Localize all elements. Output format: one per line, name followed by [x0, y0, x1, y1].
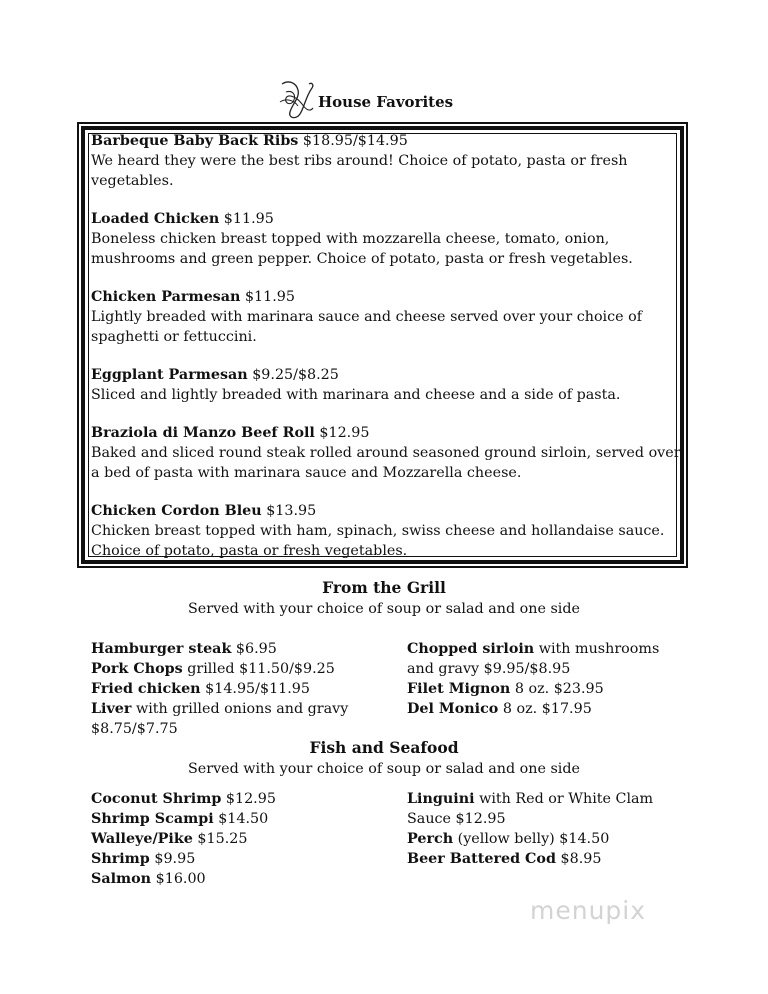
item-detail: $14.50 [218, 811, 269, 827]
item-name: Braziola di Manzo Beef Roll [91, 425, 315, 441]
list-item [407, 849, 653, 869]
house-favorites-header [276, 78, 453, 122]
menu-item [91, 287, 683, 347]
item-detail: $15.25 [197, 831, 248, 847]
item-detail: (yellow belly) $14.50 [457, 831, 610, 847]
item-price: $12.95 [319, 425, 370, 441]
item-name: Shrimp [91, 851, 150, 867]
item-description: Sliced and lightly breaded with marinara and cheese and a side of pasta. [91, 387, 621, 403]
grill-left-column [91, 639, 348, 739]
item-detail: $6.95 [235, 641, 277, 657]
item-detail: 8 oz. $23.95 [514, 681, 604, 697]
item-name: Filet Mignon [407, 681, 511, 697]
menu-item [91, 501, 683, 561]
grill-title: From the Grill [322, 578, 446, 597]
item-price: $9.25/$8.25 [252, 367, 339, 383]
list-item [91, 869, 276, 889]
item-detail: and gravy $9.95/$8.95 [407, 661, 571, 677]
favorites-list [91, 131, 683, 579]
grill-right-column [407, 639, 659, 719]
seafood-right-column [407, 789, 653, 869]
menu-item [91, 209, 683, 269]
item-name: Del Monico [407, 701, 499, 717]
item-name: Salmon [91, 871, 152, 887]
house-favorites-title: House Favorites [318, 93, 454, 111]
item-description: Baked and sliced round steak rolled around seasoned ground sirloin, served over a bed of pasta with marinara sauce and Mozzarella cheese. [91, 445, 681, 481]
list-item [407, 829, 653, 849]
item-detail: $14.95/$11.95 [205, 681, 310, 697]
item-detail: 8 oz. $17.95 [502, 701, 592, 717]
item-detail: with Red or White Clam [479, 791, 654, 807]
list-item [91, 719, 348, 739]
menu-item [91, 131, 683, 191]
item-detail: grilled $11.50/$9.25 [187, 661, 335, 677]
menu-item [91, 423, 683, 483]
item-name: Beer Battered Cod [407, 851, 556, 867]
item-name: Linguini [407, 791, 475, 807]
item-name: Fried chicken [91, 681, 201, 697]
item-price: $18.95/$14.95 [302, 133, 408, 149]
seafood-left-column [91, 789, 276, 889]
ornament-icon [276, 78, 316, 122]
list-item [407, 789, 653, 809]
item-detail: $8.75/$7.75 [91, 721, 178, 737]
item-price: $11.95 [223, 211, 274, 227]
list-item [91, 789, 276, 809]
item-name: Loaded Chicken [91, 211, 220, 227]
list-item [91, 679, 348, 699]
item-name: Pork Chops [91, 661, 183, 677]
item-detail: with grilled onions and gravy [135, 701, 349, 717]
list-item [91, 639, 348, 659]
item-detail: Sauce $12.95 [407, 811, 506, 827]
item-description: Boneless chicken breast topped with mozzarella cheese, tomato, onion, mushrooms and green pepper. Choice of potato, pasta or fresh vegetables. [91, 231, 633, 267]
item-name: Shrimp Scampi [91, 811, 214, 827]
item-price: $13.95 [266, 503, 317, 519]
grill-subtitle: Served with your choice of soup or salad and one side [187, 601, 580, 617]
item-name: Hamburger steak [91, 641, 232, 657]
item-name: Chopped sirloin [407, 641, 535, 657]
list-item [407, 679, 659, 699]
item-name: Coconut Shrimp [91, 791, 222, 807]
list-item [91, 849, 276, 869]
item-name: Liver [91, 701, 132, 717]
item-name: Eggplant Parmesan [91, 367, 248, 383]
item-detail: with mushrooms [538, 641, 660, 657]
list-item [407, 699, 659, 719]
list-item [91, 809, 276, 829]
item-description: Chicken breast topped with ham, spinach, swiss cheese and hollandaise sauce. Choice of potato, pasta or fresh vegetables. [91, 523, 665, 559]
watermark: menupix [530, 896, 647, 925]
list-item [91, 699, 348, 719]
item-name: Walleye/Pike [91, 831, 193, 847]
item-name: Perch [407, 831, 454, 847]
seafood-title: Fish and Seafood [309, 738, 459, 757]
list-item [407, 659, 659, 679]
item-detail: $16.00 [155, 871, 206, 887]
item-detail: $9.95 [154, 851, 196, 867]
item-description: Lightly breaded with marinara sauce and cheese served over your choice of spaghetti or fettuccini. [91, 309, 643, 345]
item-price: $11.95 [244, 289, 295, 305]
list-item [91, 659, 348, 679]
seafood-subtitle: Served with your choice of soup or salad and one side [187, 761, 580, 777]
list-item [91, 829, 276, 849]
item-detail: $8.95 [560, 851, 602, 867]
item-name: Chicken Cordon Bleu [91, 503, 262, 519]
list-item [407, 809, 653, 829]
item-description: We heard they were the best ribs around! Choice of potato, pasta or fresh vegetables. [91, 153, 628, 189]
menu-item [91, 365, 683, 405]
list-item [407, 639, 659, 659]
item-detail: $12.95 [225, 791, 276, 807]
item-name: Chicken Parmesan [91, 289, 241, 305]
item-name: Barbeque Baby Back Ribs [91, 133, 299, 149]
